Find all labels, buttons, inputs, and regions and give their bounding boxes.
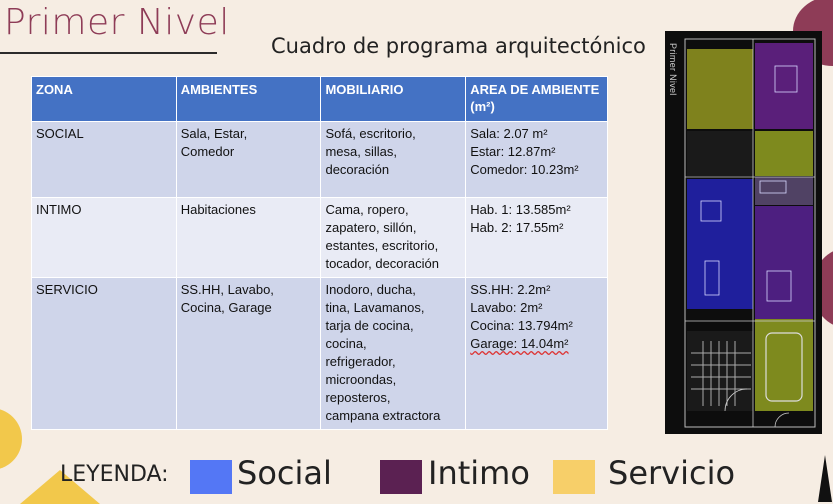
cell-zona: INTIMO <box>32 198 177 278</box>
cell-line: microondas, <box>325 372 397 387</box>
cell-mobiliario <box>321 278 466 430</box>
cell-line: estantes, escritorio, <box>325 238 439 253</box>
cell-ambientes <box>176 198 321 278</box>
cell-line: campana extractora <box>325 408 441 423</box>
header-area: AREA DE AMBIENTE (m²) <box>466 77 608 122</box>
page-title: Primer Nivel <box>4 2 230 43</box>
cell-ambientes <box>176 278 321 430</box>
cell-mobiliario <box>321 198 466 278</box>
legend <box>0 452 833 502</box>
legend-label: LEYENDA: <box>60 462 169 487</box>
cell-line: cocina, <box>325 336 367 351</box>
cell-line: Hab. 2: 17.55m² <box>470 220 564 235</box>
cell-line: zapatero, sillón, <box>325 220 417 235</box>
cell-line: tina, Lavamanos, <box>325 300 425 315</box>
cell-line: Sala, Estar, <box>180 126 248 141</box>
floor-plan-drawing <box>665 31 822 434</box>
cell-line: tocador, decoración <box>325 256 439 271</box>
legend-text-social: Social <box>237 454 332 492</box>
cell-line: SS.HH: 2.2m² <box>470 282 551 297</box>
cell-line: Comedor <box>180 144 235 159</box>
cell-line: Cocina, Garage <box>180 300 272 315</box>
table-row-servicio <box>32 278 608 430</box>
cell-line: Inodoro, ducha, <box>325 282 416 297</box>
program-table <box>31 76 608 430</box>
cell-ambientes <box>176 122 321 198</box>
cell-mobiliario <box>321 122 466 198</box>
cell-line: Garage: 14.04m² <box>470 336 569 351</box>
floor-plan-image <box>665 31 822 434</box>
table-row-social <box>32 122 608 198</box>
legend-swatch-intimo <box>380 460 422 494</box>
cell-area <box>466 278 608 430</box>
table-header-row <box>32 77 608 122</box>
cell-zona: SOCIAL <box>32 122 177 198</box>
cell-line: Cama, ropero, <box>325 202 409 217</box>
page-subtitle: Cuadro de programa arquitectónico <box>271 34 646 58</box>
legend-text-servicio: Servicio <box>608 454 736 492</box>
cell-area <box>466 198 608 278</box>
header-zona: ZONA <box>32 77 177 122</box>
cell-line: Estar: 12.87m² <box>470 144 556 159</box>
cell-line: refrigerador, <box>325 354 396 369</box>
cell-line: Sala: 2.07 m² <box>470 126 548 141</box>
header-ambientes: AMBIENTES <box>176 77 321 122</box>
cell-line: decoración <box>325 162 390 177</box>
table-row-intimo <box>32 198 608 278</box>
cell-line: SS.HH, Lavabo, <box>180 282 274 297</box>
cell-line: Lavabo: 2m² <box>470 300 543 315</box>
floor-plan-label: Primer Nivel <box>668 43 678 96</box>
title-underline <box>0 52 217 54</box>
cell-line: tarja de cocina, <box>325 318 414 333</box>
cell-line: Hab. 1: 13.585m² <box>470 202 571 217</box>
cell-line: Comedor: 10.23m² <box>470 162 579 177</box>
cell-line: mesa, sillas, <box>325 144 397 159</box>
cell-line: Sofá, escritorio, <box>325 126 416 141</box>
legend-swatch-servicio <box>553 460 595 494</box>
cell-area <box>466 122 608 198</box>
legend-text-intimo: Intimo <box>428 454 530 492</box>
cell-zona: SERVICIO <box>32 278 177 430</box>
legend-swatch-social <box>190 460 232 494</box>
header-mobiliario: MOBILIARIO <box>321 77 466 122</box>
cell-line: reposteros, <box>325 390 391 405</box>
cell-line: Habitaciones <box>180 202 256 217</box>
cell-line: Cocina: 13.794m² <box>470 318 573 333</box>
